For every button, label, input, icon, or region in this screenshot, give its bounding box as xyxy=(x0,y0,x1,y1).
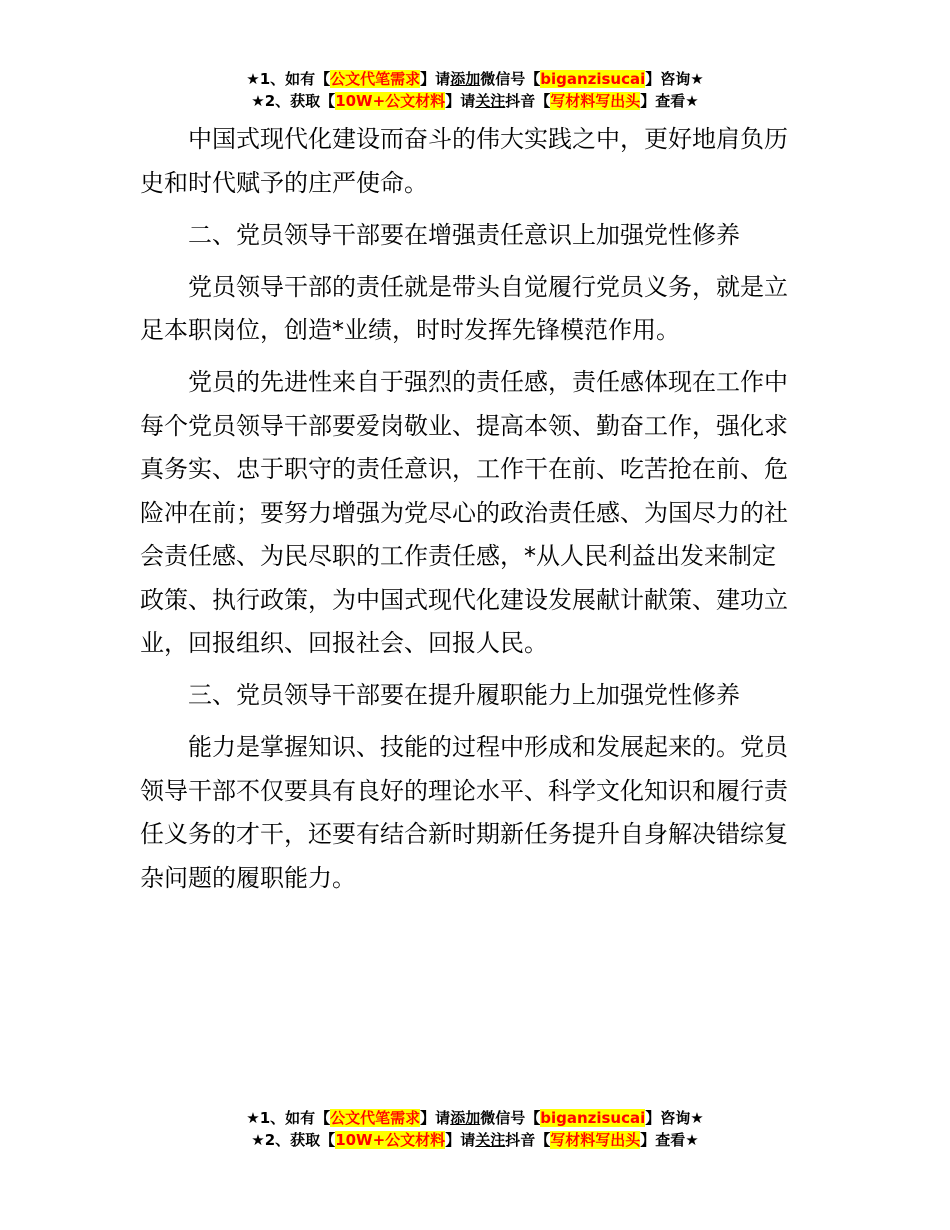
text-line: 会责任感、为民尽职的工作责任感，*从人民利益出发来制定 xyxy=(140,542,776,570)
banner-line-2 xyxy=(0,90,950,112)
banner-text: 微信号【 xyxy=(480,70,541,88)
text-line: 真务实、忠于职守的责任意识，工作干在前、吃苦抢在前、危 xyxy=(140,455,788,483)
banner-highlight: 写材料写出头 xyxy=(550,92,641,110)
banner-line-1 xyxy=(0,1107,950,1129)
banner-line-2 xyxy=(0,1129,950,1151)
paragraph-continuation xyxy=(140,118,812,205)
banner-text: 微信号【 xyxy=(480,1109,541,1127)
banner-text: ★1、如有【 xyxy=(246,70,331,88)
document-body xyxy=(140,118,812,909)
section-heading-3: 三、党员领导干部要在提升履职能力上加强党性修养 xyxy=(188,681,740,709)
banner-underline-text: 添加 xyxy=(450,70,481,88)
banner-text: ★2、获取【 xyxy=(251,92,336,110)
banner-text: ★1、如有【 xyxy=(246,1109,331,1127)
text-line: 党员领导干部的责任就是带头自觉履行党员义务，就是立 xyxy=(188,272,788,301)
footer-banner xyxy=(0,1107,950,1151)
banner-highlight: 10W+公文材料 xyxy=(335,1131,446,1149)
paragraph-ability xyxy=(140,726,812,900)
banner-underline-text: 关注 xyxy=(475,1131,506,1149)
text-line: 任义务的才干，还要有结合新时期新任务提升自身解决错综复 xyxy=(140,820,788,848)
text-line: 史和时代赋予的庄严使命。 xyxy=(140,168,428,197)
header-banner xyxy=(0,68,950,112)
banner-text: 】请 xyxy=(420,1109,451,1127)
text-line: 险冲在前；要努力增强为党尽心的政治责任感、为国尽力的社 xyxy=(140,498,788,527)
banner-highlight: biganzisucai xyxy=(540,70,646,88)
paragraph-responsibility xyxy=(140,266,812,353)
text-line: 中国式现代化建设而奋斗的伟大实践之中，更好地肩负历 xyxy=(188,125,788,153)
text-line: 业，回报组织、回报社会、回报人民。 xyxy=(140,629,548,657)
banner-highlight: biganzisucai xyxy=(540,1109,646,1127)
banner-highlight: 写材料写出头 xyxy=(550,1131,641,1149)
text-line: 政策、执行政策，为中国式现代化建设发展献计献策、建功立 xyxy=(140,585,788,614)
banner-text: 】请 xyxy=(420,70,451,88)
banner-text: 】请 xyxy=(445,1131,476,1149)
text-line: 每个党员领导干部要爱岗敬业、提高本领、勤奋工作，强化求 xyxy=(140,411,788,440)
banner-text: 】查看★ xyxy=(640,92,699,110)
banner-text: 】咨询★ xyxy=(645,70,704,88)
text-line: 党员的先进性来自于强烈的责任感，责任感体现在工作中 xyxy=(188,368,788,396)
banner-text: 抖音【 xyxy=(505,1131,551,1149)
banner-highlight: 公文代笔需求 xyxy=(330,70,421,88)
banner-underline-text: 添加 xyxy=(450,1109,481,1127)
text-line: 足本职岗位，创造*业绩，时时发挥先锋模范作用。 xyxy=(140,316,680,344)
paragraph-advancement xyxy=(140,361,812,666)
banner-underline-text: 关注 xyxy=(475,92,506,110)
banner-text: ★2、获取【 xyxy=(251,1131,336,1149)
text-line: 杂问题的履职能力。 xyxy=(140,863,356,892)
text-line: 领导干部不仅要具有良好的理论水平、科学文化知识和履行责 xyxy=(140,776,788,805)
banner-text: 抖音【 xyxy=(505,92,551,110)
banner-line-1 xyxy=(0,68,950,90)
banner-text: 】咨询★ xyxy=(645,1109,704,1127)
banner-highlight: 公文代笔需求 xyxy=(330,1109,421,1127)
banner-text: 】查看★ xyxy=(640,1131,699,1149)
text-line: 能力是掌握知识、技能的过程中形成和发展起来的。党员 xyxy=(188,733,788,761)
banner-text: 】请 xyxy=(445,92,476,110)
section-heading-2: 二、党员领导干部要在增强责任意识上加强党性修养 xyxy=(188,220,740,249)
banner-highlight: 10W+公文材料 xyxy=(335,92,446,110)
